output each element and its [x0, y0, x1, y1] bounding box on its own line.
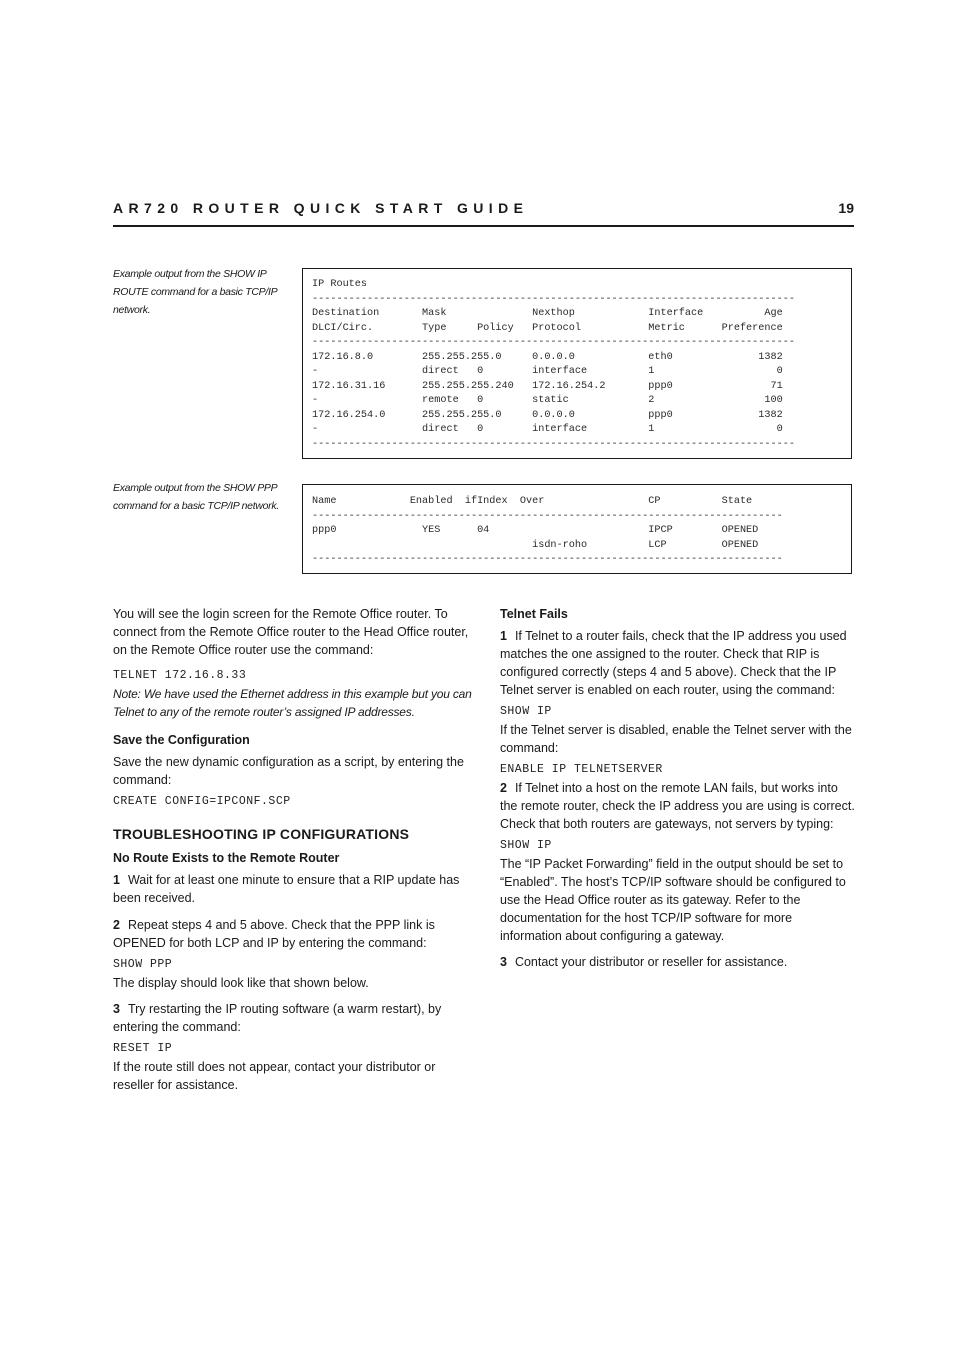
save-config-heading: Save the Configuration: [113, 733, 250, 747]
page-number: 19: [838, 200, 854, 216]
ip-routes-output-box: [302, 268, 852, 459]
step-text: Wait for at least one minute to ensure that a RIP update has been received.: [113, 873, 460, 905]
telnet-step-3: [500, 953, 856, 971]
step-text: Repeat steps 4 and 5 above. Check that the PPP link is OPENED for both LCP and IP by entering the command:: [113, 918, 435, 950]
step-number: 1: [500, 629, 507, 643]
step-number: 1: [113, 873, 120, 887]
no-route-step-1: [113, 871, 473, 907]
display-note: The display should look like that shown below.: [113, 976, 369, 990]
no-route-step-2: [113, 916, 473, 952]
page-header: [113, 199, 854, 227]
page-header-title: AR720 ROUTER QUICK START GUIDE: [113, 200, 529, 216]
step-number: 2: [500, 781, 507, 795]
show-ppp-command: SHOW PPP: [113, 958, 173, 971]
intro-paragraph: You will see the login screen for the Remote Office router. To connect from the Remote Office router to the Head Office router, on the Remote Office router use the command:: [113, 607, 469, 657]
show-ip-command: SHOW IP: [500, 705, 552, 718]
troubleshooting-heading: TROUBLESHOOTING IP CONFIGURATIONS: [113, 826, 410, 842]
telnet-step-2: [500, 779, 856, 833]
ppp-output: Name Enabled ifIndex Over CP State ----------------------------------------------------------------------------- ppp0 YES 04 IPCP OPENED isdn-roho LCP OPENED -----------------------------------------------------------------------------: [312, 496, 783, 565]
no-route-step-3: [113, 1000, 473, 1036]
enable-telnet-command: ENABLE IP TELNETSERVER: [500, 763, 663, 776]
note-paragraph: Note: We have used the Ethernet address in this example but you can Telnet to any of the remote router’s assigned IP addresses.: [113, 687, 472, 719]
closing-paragraph: If the route still does not appear, contact your distributor or reseller for assistance.: [113, 1060, 436, 1092]
figure-caption-ppp: Example output from the SHOW PPP command for a basic TCP/IP network.: [113, 482, 279, 512]
reset-ip-command: RESET IP: [113, 1042, 173, 1055]
ppp-output-box: [302, 484, 852, 574]
step-text: Contact your distributor or reseller for assistance.: [514, 955, 788, 969]
save-config-text: Save the new dynamic configuration as a script, by entering the command:: [113, 755, 464, 787]
show-ip-command-2: SHOW IP: [500, 839, 552, 852]
step-number: 2: [113, 918, 120, 932]
telnet-command: TELNET 172.16.8.33: [113, 669, 247, 682]
save-config-command: CREATE CONFIG=IPCONF.SCP: [113, 795, 291, 808]
ip-routes-output: IP Routes ------------------------------------------------------------------------------- Destination Mask Nexthop Interface Age DLCI/Circ. Type Policy Protocol Metric Preference ------------------------------------------------------------------------------- 172.16.8.0 255.255.255.0 0.0.0.0 eth0 1382 - direct 0 interface 1 0 172.16.31.16 255.255.255.240 172.16.254.2 ppp0 71 - remote 0 static 2 100 172.16.254.0 255.255.255.0 0.0.0.0 ppp0 1382 - direct 0 interface 1 0 -------------------------------------------------------------------------------: [312, 279, 795, 450]
no-route-heading: No Route Exists to the Remote Router: [113, 851, 340, 865]
right-column: [500, 605, 856, 979]
step-text: If Telnet into a host on the remote LAN fails, but works into the remote router, check the IP address you are using is correct. Check that both routers are gateways, not servers by typing:: [500, 781, 855, 831]
telnet-step-1: [500, 627, 856, 699]
figure-caption-ip-routes: Example output from the SHOW IP ROUTE command for a basic TCP/IP network.: [113, 268, 277, 316]
telnet-fails-heading: Telnet Fails: [500, 607, 568, 621]
step-text: Try restarting the IP routing software (a warm restart), by entering the command:: [113, 1002, 442, 1034]
step-text: If Telnet to a router fails, check that the IP address you used matches the one assigned to the router. Check that RIP is configured correctly (steps 4 and 5 above). Check that the IP Telnet server is enabled on each router, using the command:: [500, 629, 847, 697]
step-number: 3: [500, 955, 507, 969]
left-column: [113, 605, 473, 1102]
step-number: 3: [113, 1002, 120, 1016]
packet-forwarding-text: The “IP Packet Forwarding” field in the output should be set to “Enabled”. The host’s TCP/IP software should be configured to use the Head Office router as its gateway. Refer to the documentation for the host TCP/IP software for more information about configuring a gateway.: [500, 857, 846, 943]
telnet-disabled-text: If the Telnet server is disabled, enable the Telnet server with the command:: [500, 723, 852, 755]
